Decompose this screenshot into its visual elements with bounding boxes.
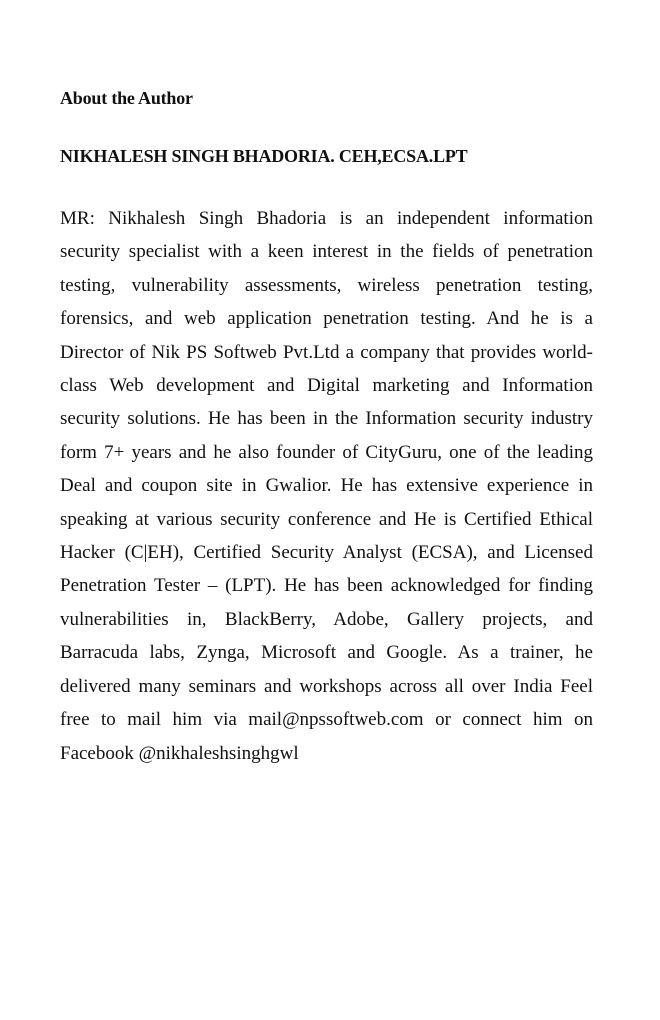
bio-line: MR: Nikhalesh Singh Bhadoria is an independent information xyxy=(60,208,593,229)
author-name: NIKHALESH SINGH BHADORIA. CEH,ECSA.LPT xyxy=(60,146,468,166)
bio-line: Penetration Tester – (LPT). He has been acknowledged for finding xyxy=(60,575,593,597)
bio-line: security specialist with a keen interest in the fields of penetration xyxy=(60,241,593,263)
section-heading: About the Author xyxy=(60,88,193,108)
bio-line: security solutions. He has been in the Information security industry xyxy=(60,408,593,430)
bio-line: testing, vulnerability assessments, wireless penetration testing, xyxy=(60,274,593,296)
bio-line: forensics, and web application penetration testing. And he is a xyxy=(60,308,593,330)
bio-line: Deal and coupon site in Gwalior. He has extensive experience in xyxy=(60,475,593,497)
document-page xyxy=(60,86,593,770)
bio-line: form 7+ years and he also founder of CityGuru, one of the leading xyxy=(60,441,593,463)
bio-line: Hacker (C|EH), Certified Security Analyst (ECSA), and Licensed xyxy=(60,542,593,564)
bio-line: class Web development and Digital marketing and Information xyxy=(60,375,593,397)
bio-line: Barracuda labs, Zynga, Microsoft and Google. As a trainer, he xyxy=(60,642,593,664)
bio-line: Facebook @nikhaleshsinghgwl xyxy=(60,742,299,764)
bio-line: Director of Nik PS Softweb Pvt.Ltd a company that provides world- xyxy=(60,341,593,363)
bio-line: delivered many seminars and workshops across all over India Feel xyxy=(60,675,593,697)
author-bio xyxy=(60,202,593,770)
bio-line: vulnerabilities in, BlackBerry, Adobe, Gallery projects, and xyxy=(60,608,593,630)
bio-line: speaking at various security conference and He is Certified Ethical xyxy=(60,508,593,530)
bio-line: free to mail him via mail@npssoftweb.com or connect him on xyxy=(60,709,593,731)
